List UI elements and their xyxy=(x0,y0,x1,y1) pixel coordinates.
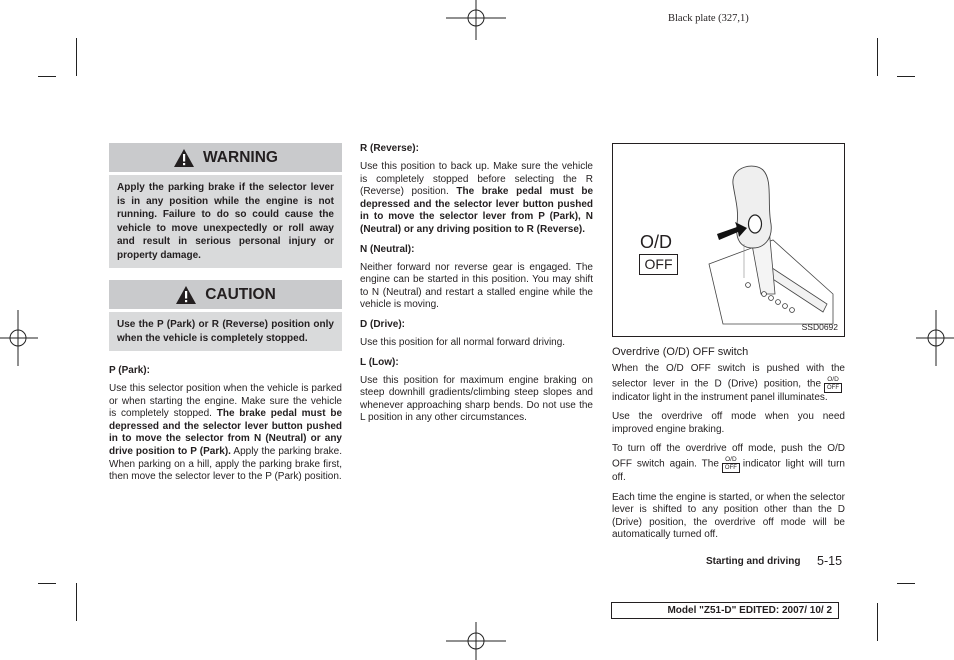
od-off-indicator-icon xyxy=(722,456,740,472)
section-title: Starting and driving xyxy=(706,556,801,567)
caution-box xyxy=(109,280,342,351)
warning-header xyxy=(109,143,342,172)
overdrive-paragraph-3 xyxy=(612,443,845,484)
park-bold-text: The brake pedal must be depressed and the selector lever button pushed in to move the selector from N (Neutral) or any drive position to P (Park). xyxy=(109,408,342,457)
registration-mark-top xyxy=(446,0,506,40)
park-paragraph xyxy=(109,383,342,484)
off-label: OFF xyxy=(639,254,678,275)
warning-triangle-icon xyxy=(173,148,195,168)
drive-text: Use this position for all normal forward driving. xyxy=(360,336,566,348)
warning-text: Apply the parking brake if the selector lever is in any position while the engine is not running. Failure to do so could cause the vehicle to move unexpectedly or roll away and result in serious personal injury or property damage. xyxy=(109,175,342,268)
crop-mark xyxy=(897,76,915,77)
overdrive-p1-text-b: indicator light in the instrument panel illuminates. xyxy=(612,391,828,403)
park-heading: P (Park): xyxy=(109,365,150,376)
warning-box xyxy=(109,143,342,268)
low-heading: L (Low): xyxy=(360,356,399,368)
overdrive-p1-text-a: When the O/D OFF switch is pushed with the selector lever in the D (Drive) position, the xyxy=(612,363,845,390)
od-label: O/D xyxy=(640,232,673,252)
crop-mark xyxy=(877,38,878,76)
crop-mark xyxy=(877,603,878,641)
overdrive-p3-text-b: indicator light will turn off. xyxy=(612,458,845,483)
caution-header xyxy=(109,280,342,309)
model-edited-box: Model "Z51-D" EDITED: 2007/ 10/ 2 xyxy=(611,602,839,619)
overdrive-paragraph-2: Use the overdrive off mode when you need improved engine braking. xyxy=(612,411,845,435)
crop-mark xyxy=(76,583,77,621)
overdrive-paragraph-4: Each time the engine is started, or when the selector lever is shifted to any position other than the D (Drive) position, the overdrive off mode will be automatically turned off. xyxy=(612,491,845,541)
warning-triangle-icon xyxy=(175,285,197,305)
crop-mark xyxy=(76,38,77,76)
overdrive-heading: Overdrive (O/D) OFF switch xyxy=(612,346,749,358)
od-off-indicator-icon xyxy=(824,376,842,392)
caution-title: CAUTION xyxy=(205,285,276,303)
drive-heading: D (Drive): xyxy=(360,318,406,330)
warning-title: WARNING xyxy=(203,148,278,166)
indicator-bottom-label: OFF xyxy=(824,383,842,393)
park-text-2: Apply the parking brake. When parking on a hill, apply the parking brake first, then move the selector lever to the P (Park) position. xyxy=(109,445,342,483)
overdrive-p3-text-a: To turn off the overdrive off mode, push the O/D OFF switch again. The xyxy=(612,443,845,470)
overdrive-paragraph-1 xyxy=(612,363,845,404)
low-text: Use this position for maximum engine braking on steep downhill gradients/climbing steep slopes and whenever approaching sharp bends. Do not use the L position in any other circumstances. xyxy=(360,374,593,424)
crop-mark xyxy=(38,583,56,584)
neutral-text: Neither forward nor reverse gear is engaged. The engine can be started in this position. You may shift to N (Neutral) and restart a stalled engine while the vehicle is moving. xyxy=(360,261,593,311)
column-right xyxy=(612,143,845,549)
reverse-text: Use this position to back up. Make sure the vehicle is completely stopped before selecting the R (Reverse) position. xyxy=(360,161,593,198)
indicator-bottom-label: OFF xyxy=(722,463,740,473)
reverse-heading: R (Reverse): xyxy=(360,143,419,154)
column-middle xyxy=(360,143,593,432)
indicator-top-label: O/D xyxy=(725,455,737,463)
crop-mark xyxy=(38,76,56,77)
park-text-1: Use this selector position when the vehicle is parked or when starting the engine. Make sure the vehicle is completely stopped. xyxy=(109,383,342,420)
shift-lever-figure xyxy=(612,143,845,337)
indicator-top-label: O/D xyxy=(827,375,839,383)
crop-mark xyxy=(897,583,915,584)
registration-mark-bottom xyxy=(446,622,506,660)
reverse-paragraph xyxy=(360,161,593,237)
caution-text: Use the P (Park) or R (Reverse) position only when the vehicle is completely stopped. xyxy=(109,312,342,351)
registration-mark-left xyxy=(0,310,38,366)
figure-code: SSD0692 xyxy=(801,322,838,332)
page-number: 5-15 xyxy=(817,554,843,568)
plate-label: Black plate (327,1) xyxy=(668,13,749,24)
registration-mark-right xyxy=(916,310,954,366)
column-left xyxy=(109,143,342,491)
neutral-heading: N (Neutral): xyxy=(360,243,415,255)
reverse-bold-text: The brake pedal must be depressed and the selector lever button pushed in to move the selector lever from P (Park), N (Neutral) or any driving position to R (Reverse). xyxy=(360,186,594,235)
